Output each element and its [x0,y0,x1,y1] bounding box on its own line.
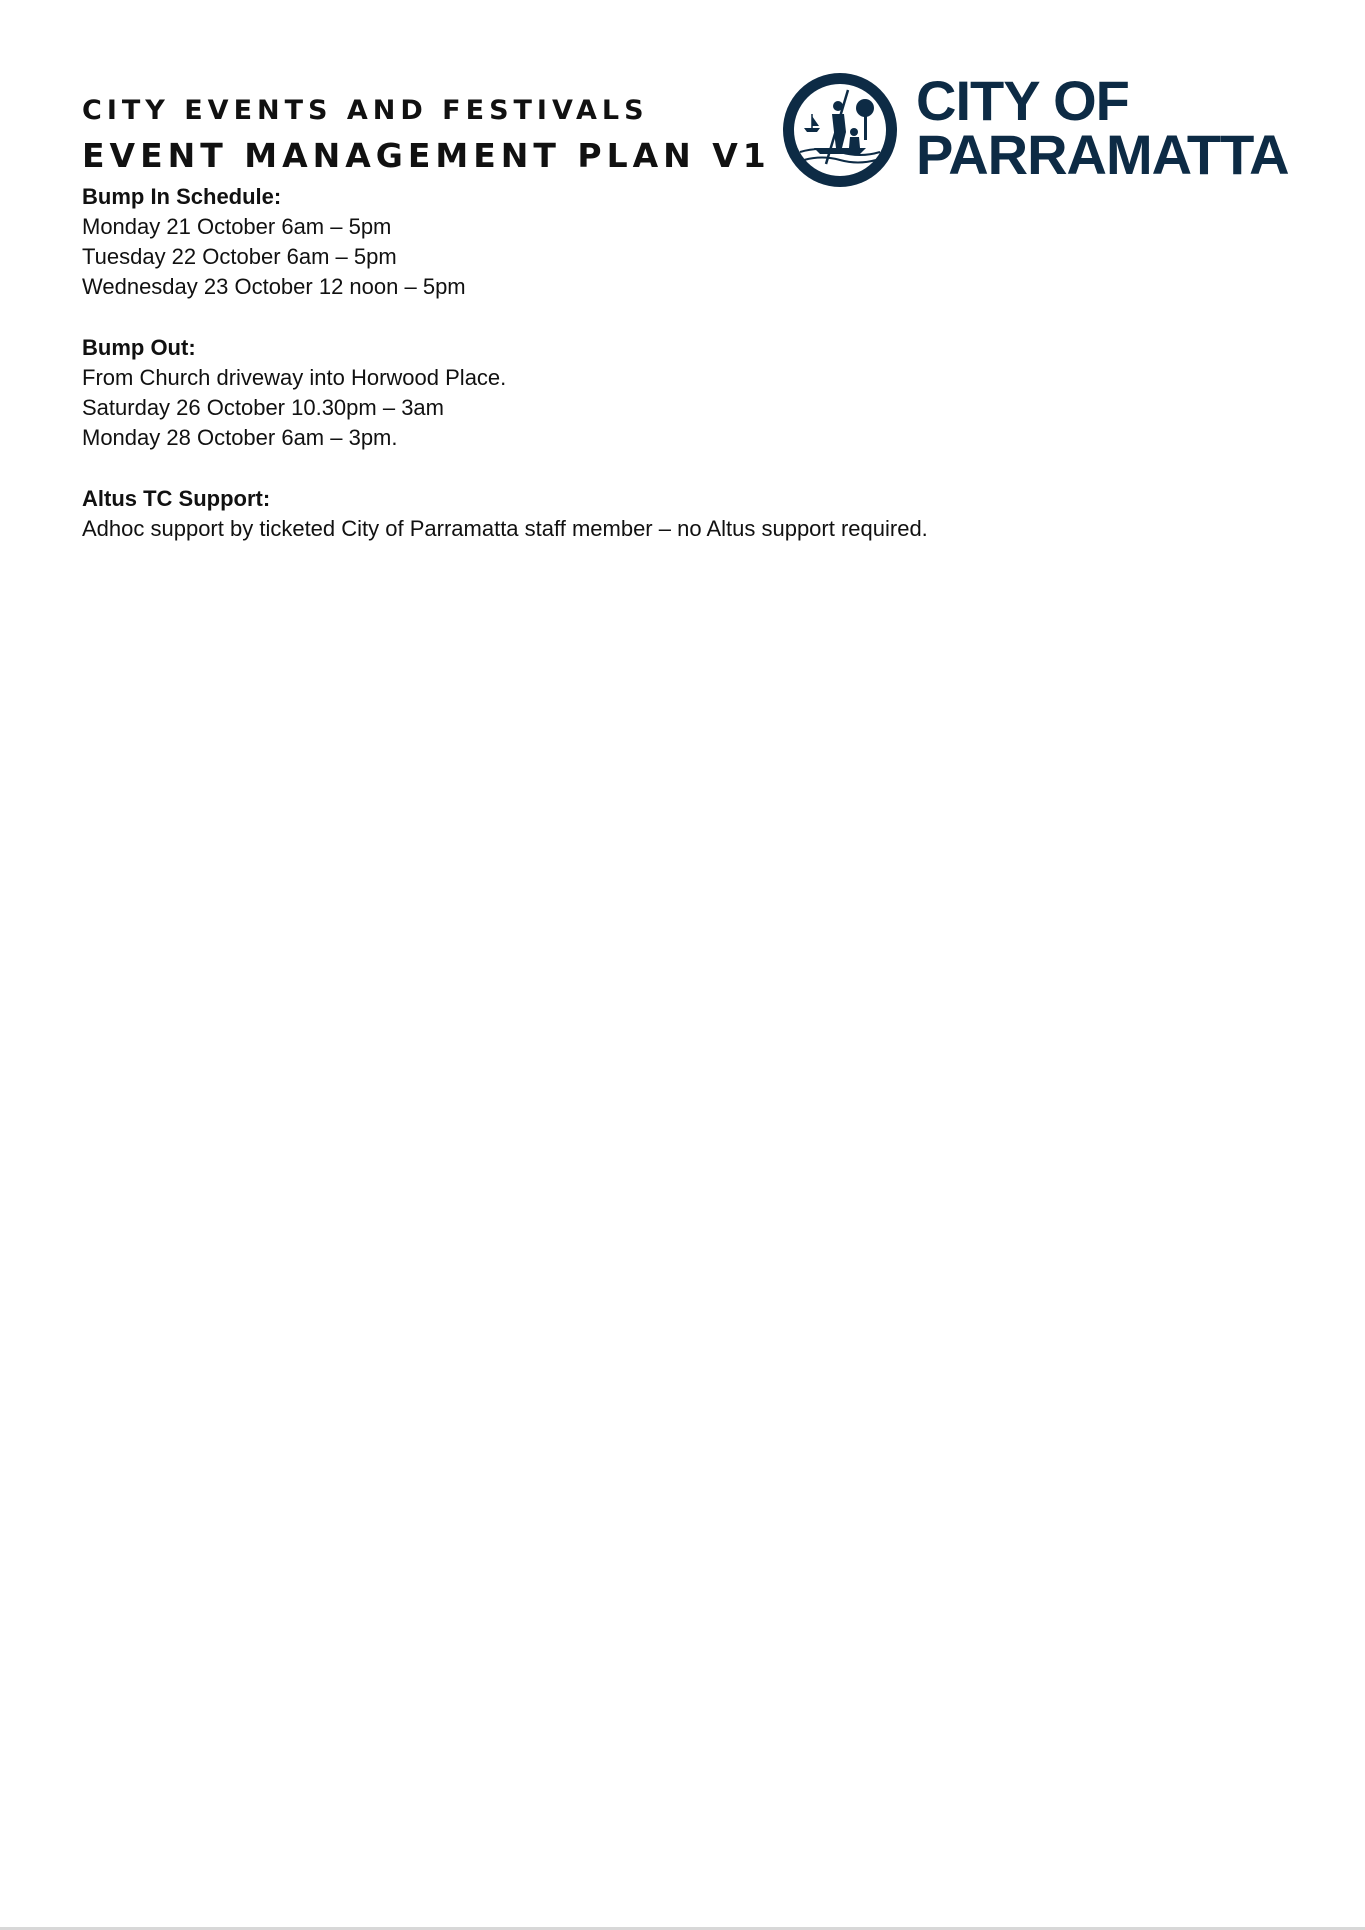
section-heading: Altus TC Support: [82,486,271,511]
schedule-line: Monday 28 October 6am – 3pm. [82,425,398,450]
section-heading: Bump Out: [82,335,196,360]
document-title: EVENT MANAGEMENT PLAN V1 [82,136,771,175]
document-header [82,94,771,178]
parramatta-emblem-icon [780,70,900,190]
logo-text-line2: PARRAMATTA [916,123,1289,186]
schedule-line: Wednesday 23 October 12 noon – 5pm [82,274,466,299]
logo-text-line1: CITY OF [916,69,1129,132]
support-note: Adhoc support by ticketed City of Parramatta staff member – no Altus support required. [82,516,928,541]
document-body [82,182,1282,575]
section-heading: Bump In Schedule: [82,184,282,209]
schedule-line: Tuesday 22 October 6am – 5pm [82,244,397,269]
section-bump-in-schedule [82,182,1282,302]
header-department: CITY EVENTS AND FESTIVALS [82,95,649,126]
schedule-line: Saturday 26 October 10.30pm – 3am [82,395,444,420]
section-altus-tc-support [82,484,1282,544]
city-of-parramatta-logo [780,70,1290,190]
section-bump-out [82,333,1282,453]
schedule-line: Monday 21 October 6am – 5pm [82,214,392,239]
logo-wordmark [916,69,1289,186]
schedule-line: From Church driveway into Horwood Place. [82,365,507,390]
